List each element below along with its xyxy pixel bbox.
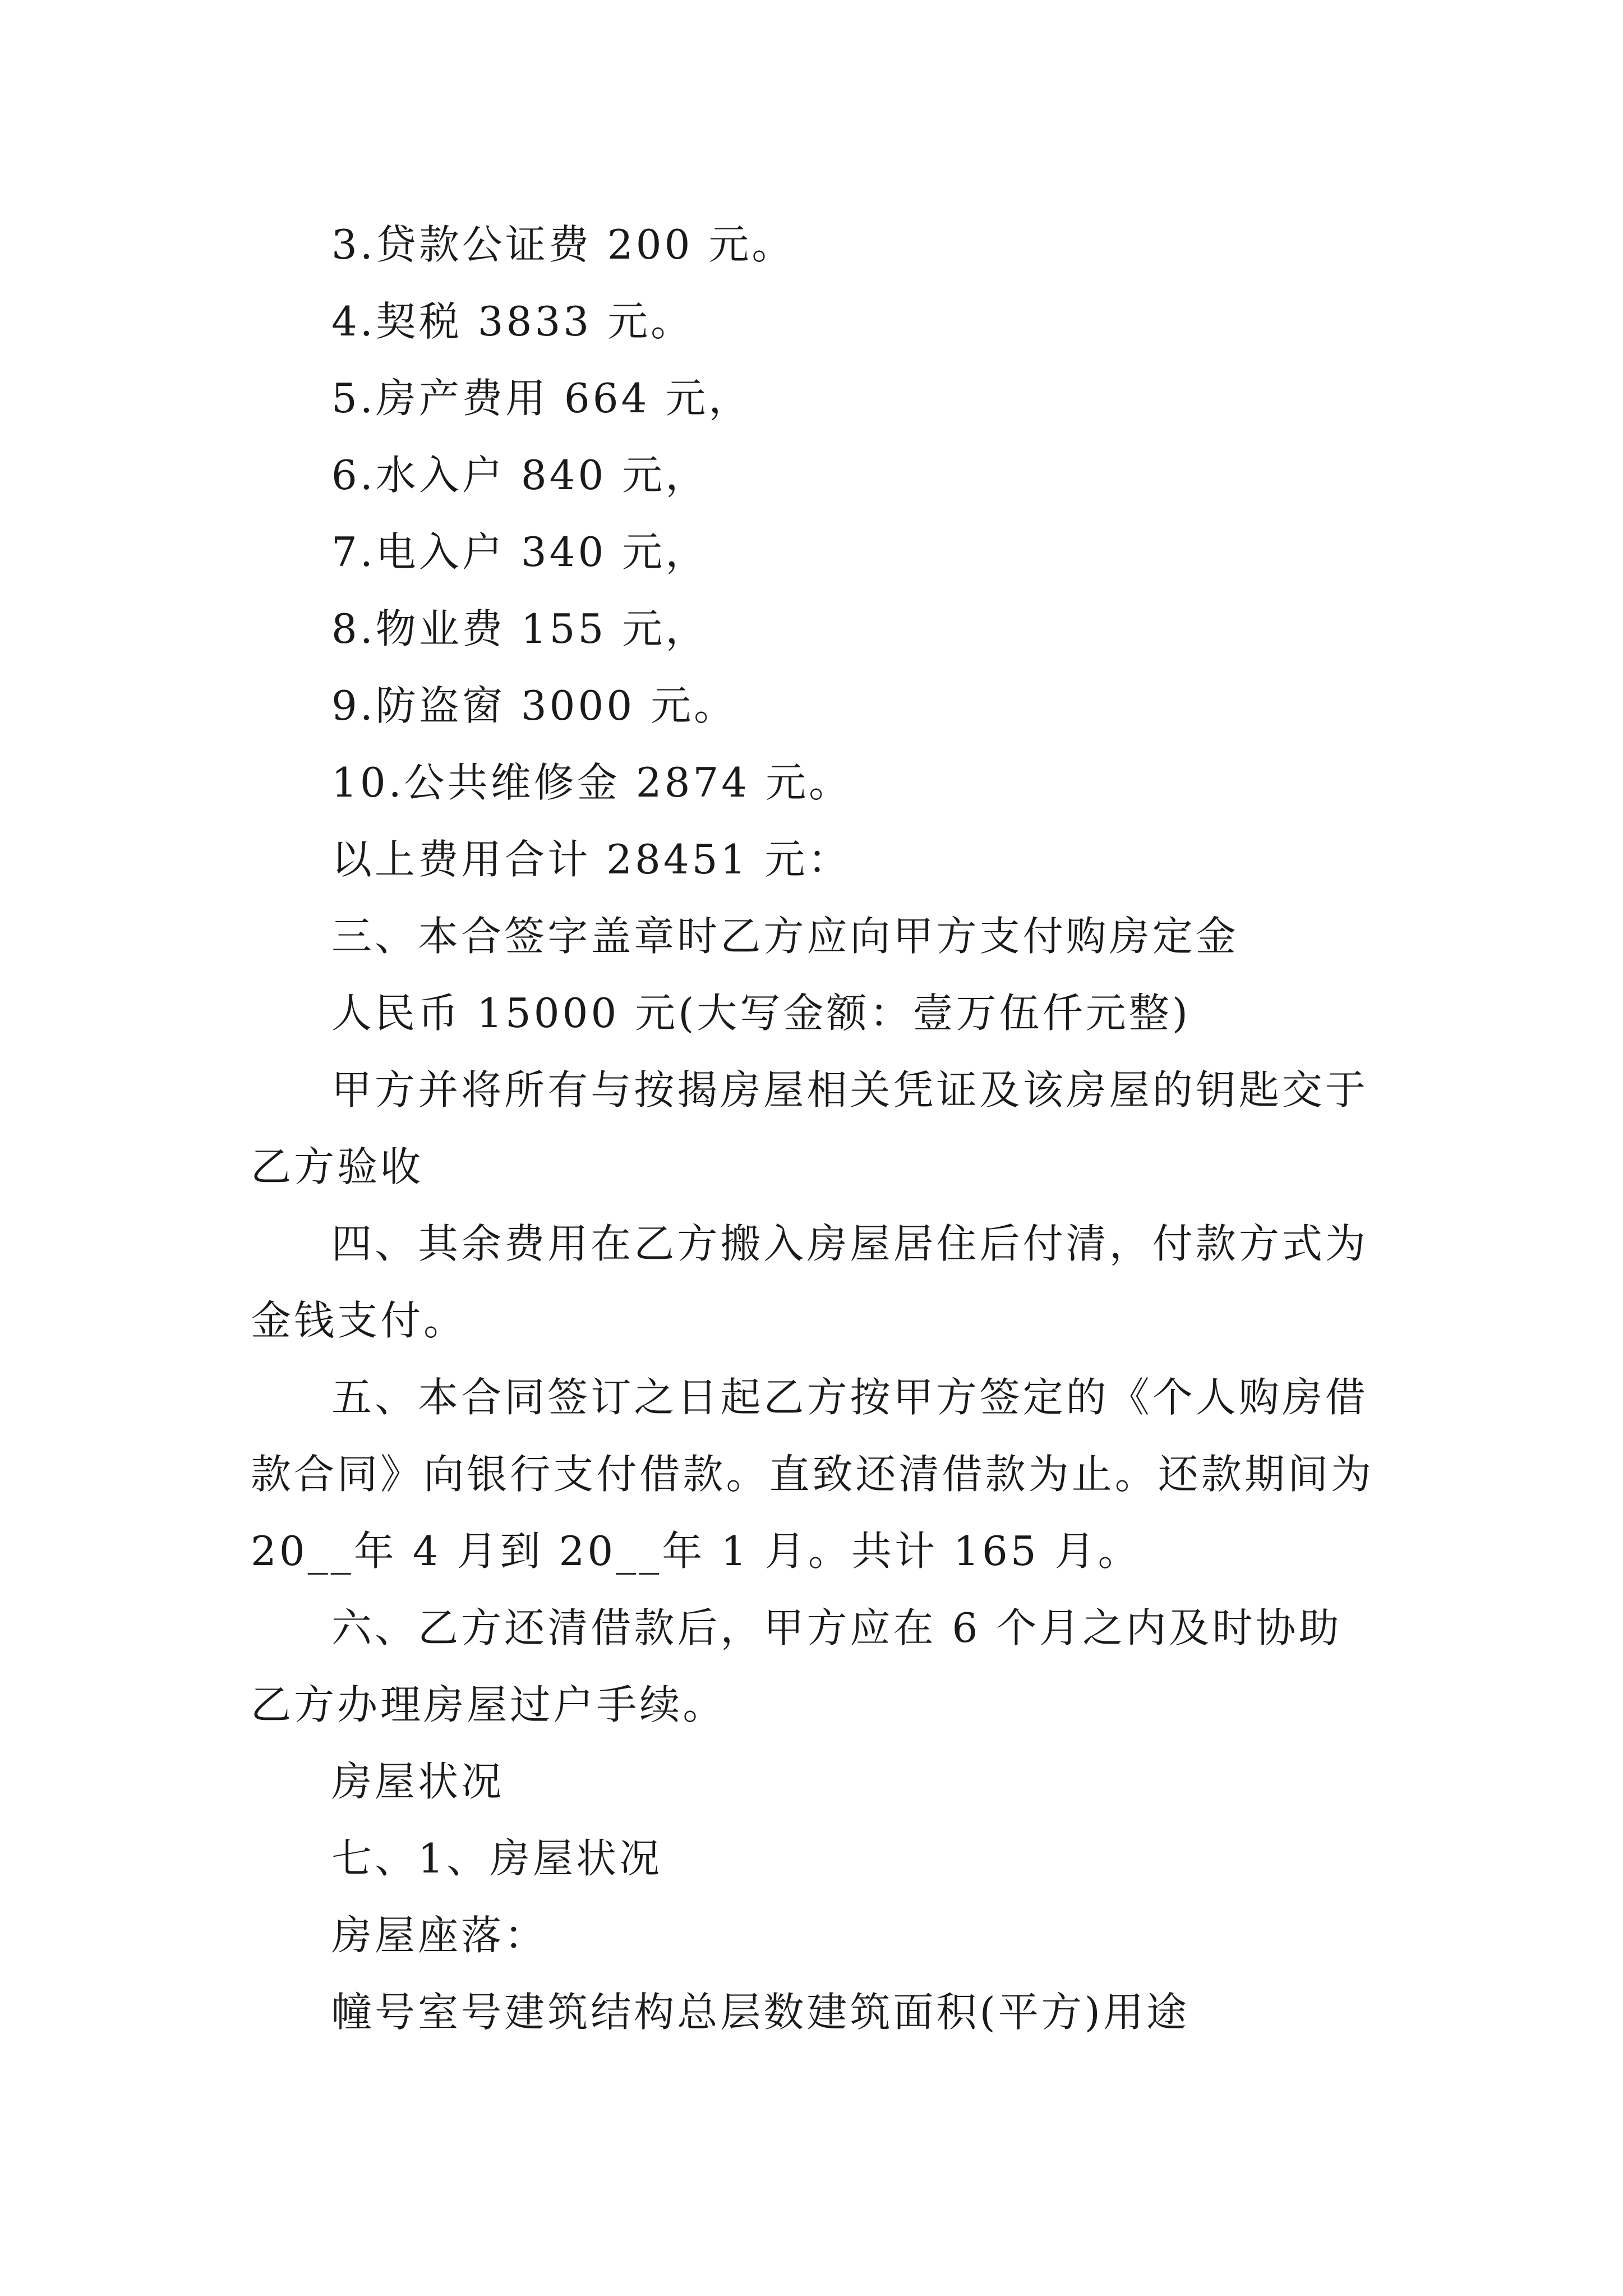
- paragraph-fee-management: 8.物业费 155 元，: [331, 605, 709, 652]
- paragraph-fee-electricity: 7.电入户 340 元，: [331, 528, 709, 576]
- paragraph-house-table-header: 幢号室号建筑结构总层数建筑面积(平方)用途: [331, 1989, 1190, 2036]
- document-body: [251, 206, 1390, 2051]
- paragraph-documents-handover: 甲方并将所有与按揭房屋相关凭证及该房屋的钥匙交于乙方验收: [251, 1066, 1368, 1190]
- paragraph-clause-4: 四、其余费用在乙方搬入房屋居住后付清，付款方式为金钱支付。: [251, 1220, 1368, 1344]
- paragraph-clause-3: 三、本合签字盖章时乙方应向甲方支付购房定金: [331, 913, 1239, 960]
- paragraph-house-location: 房屋座落：: [331, 1912, 548, 1959]
- paragraph-fee-deed-tax: 4.契税 3833 元。: [331, 298, 694, 345]
- paragraph-fee-total: 以上费用合计 28451 元：: [331, 836, 851, 883]
- section-heading-house-condition: 房屋状况: [331, 1758, 505, 1805]
- paragraph-clause-5: 五、本合同签订之日起乙方按甲方签定的《个人购房借款合同》向银行支付借款。直致还清借款为止。还款期间为 20__年 4 月到 20__年 1 月。共计 165 月。: [251, 1374, 1390, 1575]
- paragraph-clause-7: 七、1、房屋状况: [331, 1835, 663, 1882]
- paragraph-fee-notary: 3.贷款公证费 200 元。: [331, 221, 795, 268]
- paragraph-clause-6: 六、乙方还清借款后，甲方应在 6 个月之内及时协助乙方办理房屋过户手续。: [251, 1604, 1342, 1728]
- paragraph-fee-property: 5.房产费用 664 元，: [331, 375, 752, 422]
- paragraph-fee-maintenance: 10.公共维修金 2874 元。: [331, 759, 852, 806]
- paragraph-fee-security-window: 9.防盗窗 3000 元。: [331, 682, 737, 729]
- paragraph-fee-water: 6.水入户 840 元，: [331, 452, 709, 499]
- paragraph-deposit-amount: 人民币 15000 元(大写金额：壹万伍仟元整): [331, 990, 1191, 1037]
